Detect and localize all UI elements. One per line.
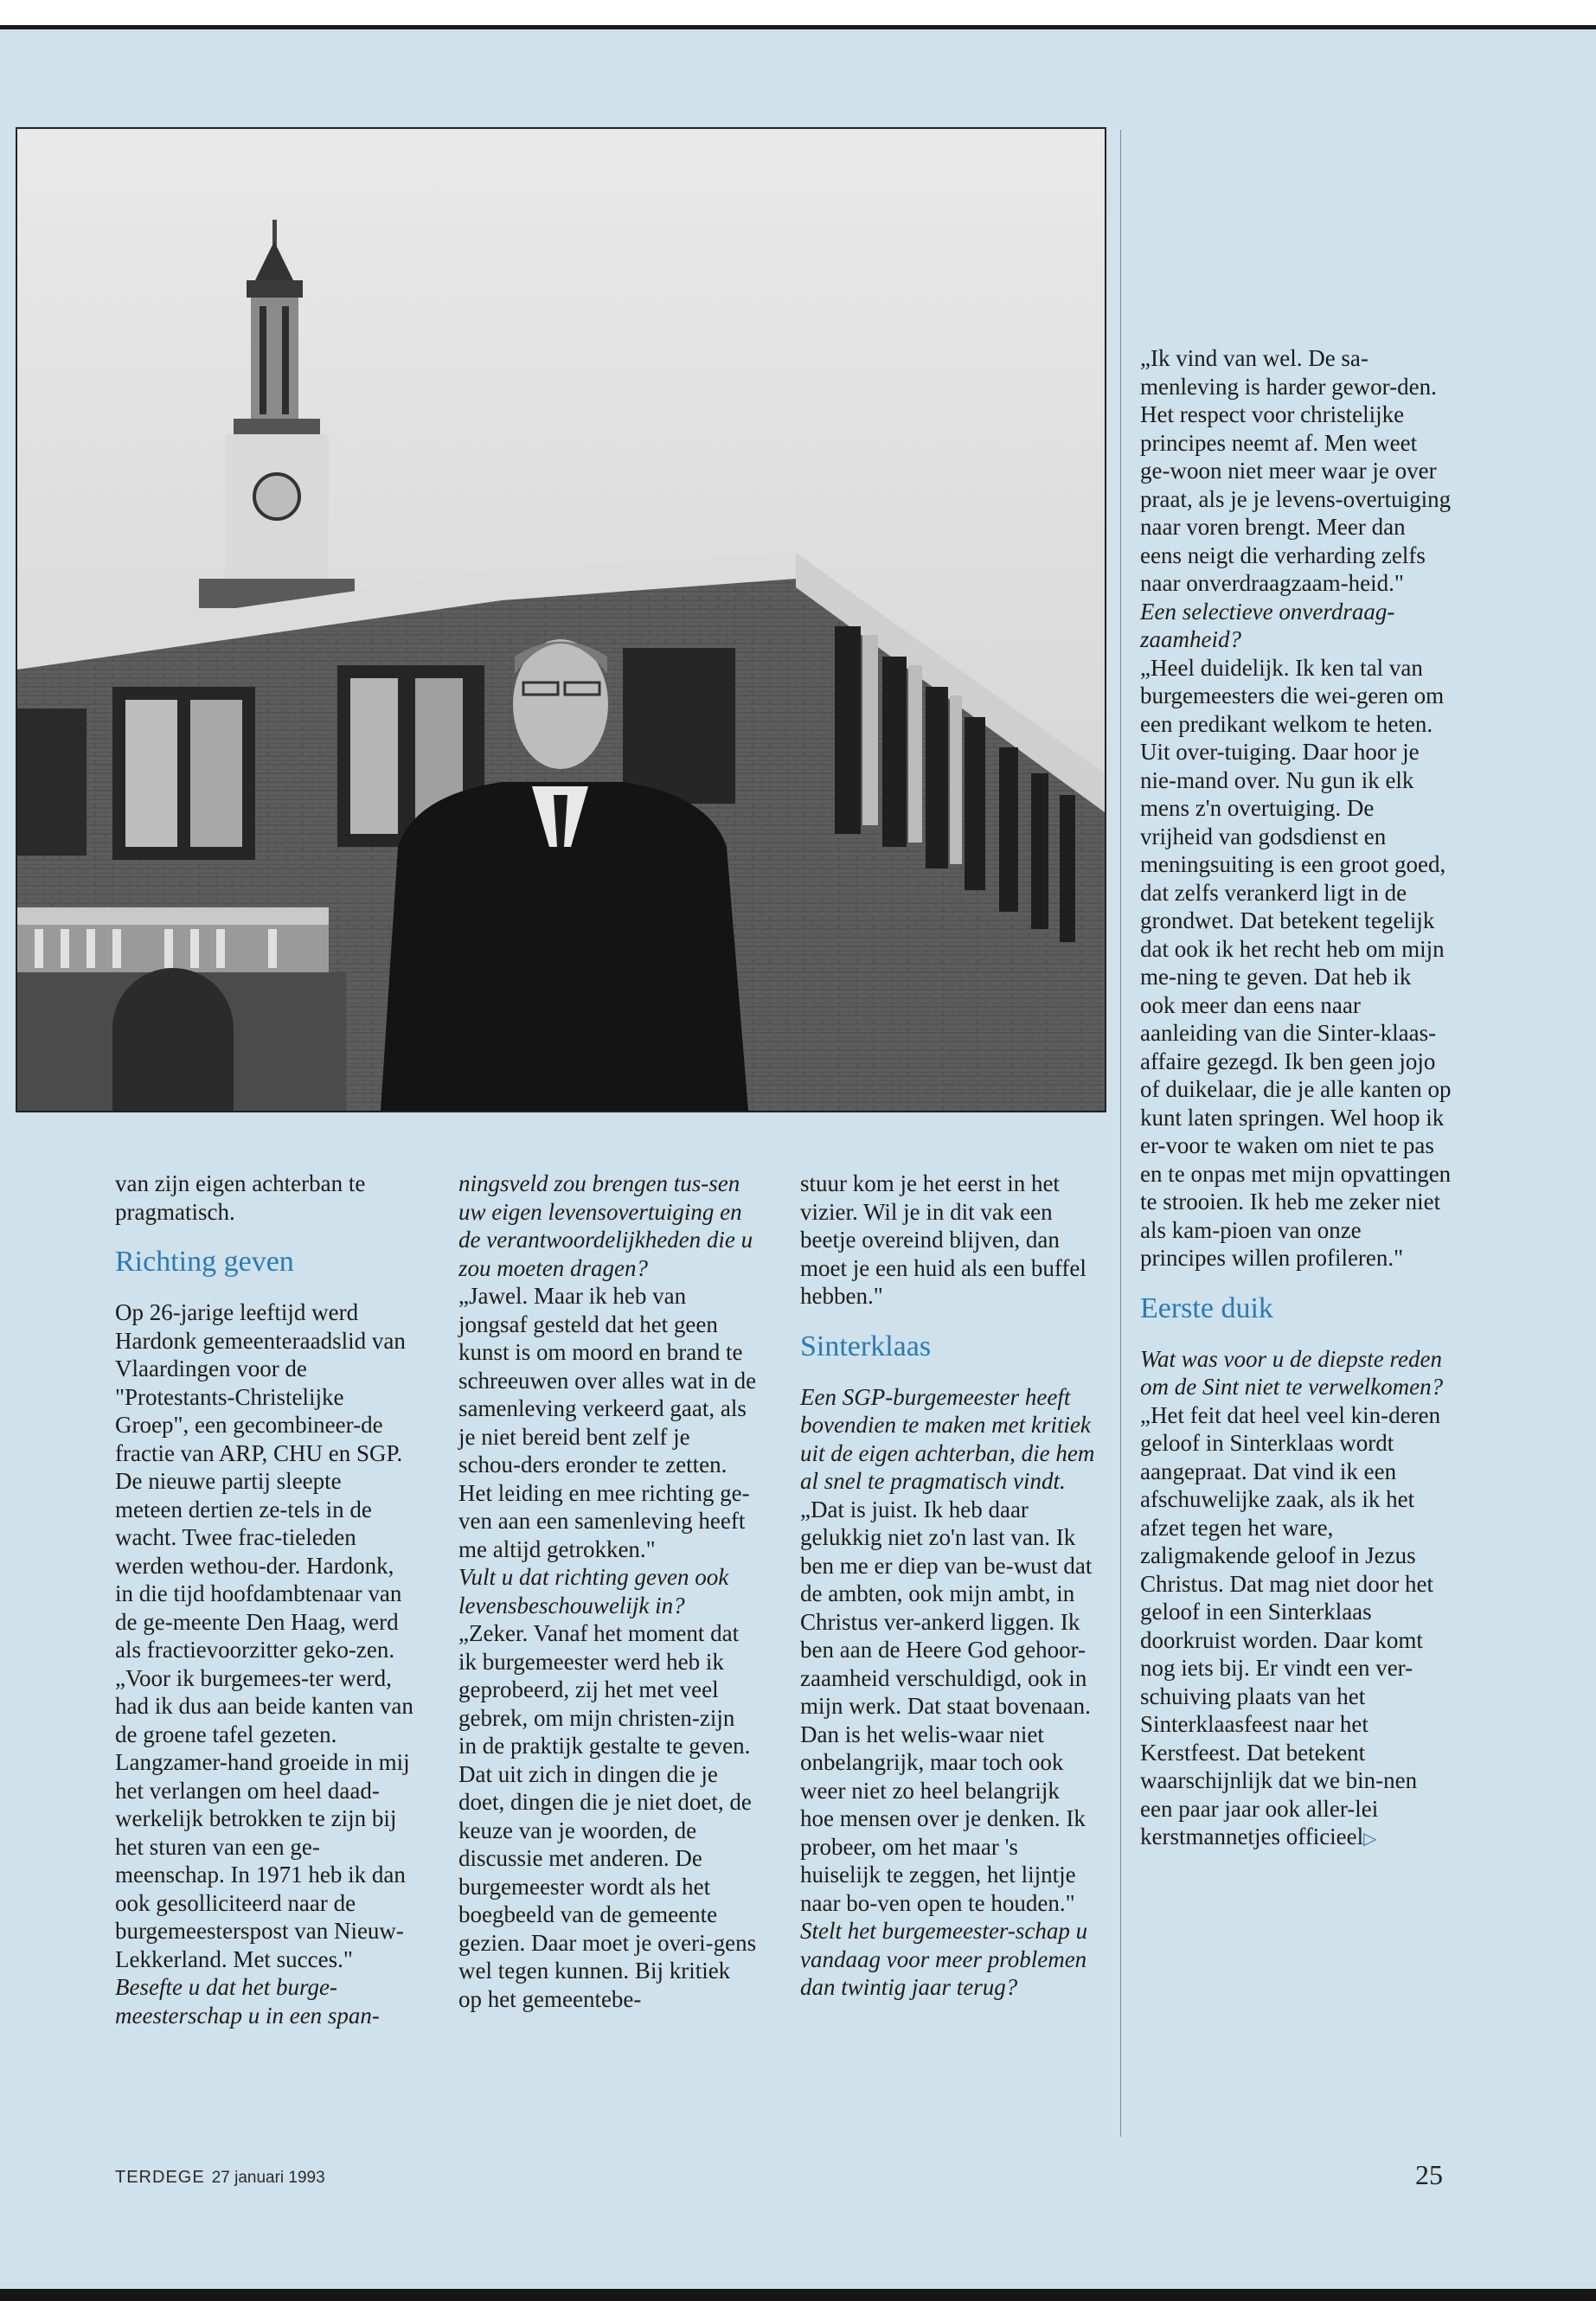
interview-question: ningsveld zou brengen tus-sen uw eigen levensovertuiging en de verantwoordelijkheden die u zou moeten dragen? [458, 1170, 753, 1281]
paragraph: „Ik vind van wel. De sa-menleving is harder gewor-den. Het respect voor christelijke principes neemt af. Men weet ge-woon niet meer waar je over praat, als je je levens-overtuiging naar voren brengt. Meer dan eens neigt die verharding zelfs naar onverdraagzaam-heid." [1140, 345, 1452, 596]
article-column-3 [800, 1170, 1099, 2002]
subheading-richting-geven: Richting geven [115, 1246, 294, 1278]
article-column-1 [115, 1170, 413, 2029]
paragraph: „Zeker. Vanaf het moment dat ik burgemeester werd heb ik geprobeerd, zij het met veel gebrek, om mijn christen-zijn in de praktijk gestalte te geven. Dat uit zich in dingen die je doet, dingen die je niet doet, de keuze van je woorden, de discussie met anderen. De burgemeester wordt als het boegbeeld van de gemeente gezien. Daar moet je overi-gens wel tegen kunnen. Bij kritiek op het gemeentebe- [458, 1620, 757, 2012]
paragraph: van zijn eigen achterban te pragmatisch. [115, 1170, 366, 1225]
subheading-eerste-duik: Eerste duik [1140, 1292, 1273, 1324]
column-divider [1120, 130, 1121, 2137]
bottom-border [0, 2289, 1596, 2301]
interview-question: Besefte u dat het burge-meesterschap u in een span- [115, 1974, 380, 2029]
interview-question: Vult u dat richting geven ook levensbeschouwelijk in? [458, 1564, 729, 1618]
subheading-sinterklaas: Sinterklaas [800, 1330, 932, 1362]
photo-of-man-before-town-hall [16, 127, 1106, 1112]
paragraph: stuur kom je het eerst in het vizier. Wil je in dit vak een beetje overeind blijven, dan moet je een huid als een buffel hebben." [800, 1170, 1086, 1309]
continue-arrow-icon: ▷ [1363, 1830, 1377, 1849]
interview-question: Stelt het burgemeester-schap u vandaag voor meer problemen dan twintig jaar terug? [800, 1918, 1088, 2000]
paragraph: „Jawel. Maar ik heb van jongsaf gesteld dat het geen kunst is om moord en brand te schreeuwen over alles wat in de samenleving verkeerd gaat, als je niet bereid bent zelf je schou-ders eronder te zetten. Het leiding en mee richting ge-ven aan een samenleving heeft me altijd getrokken." [458, 1283, 757, 1562]
paragraph: „Heel duidelijk. Ik ken tal van burgemeesters die wei-geren om een predikant welkom te heten. Uit over-tuiging. Daar hoor je nie-mand over. Nu gun ik elk mens z'n overtuiging. De vrijheid van godsdienst en meningsuiting is een groot goed, dat zelfs verankerd ligt in de grondwet. Dat betekent tegelijk dat ook ik het recht heb om mijn me-ning te geven. Dat heb ik ook meer dan eens naar aanleiding van die Sinter-klaas-affaire gezegd. Ik ben geen jojo of duikelaar, die je alle kanten op kunt laten springen. Wel hoop ik er-voor te waken om niet te pas en te onpas met mijn opvattingen te strooien. Ik heb me zeker niet als kam-pioen van onze principes willen profileren." [1140, 654, 1452, 1271]
paragraph: Op 26-jarige leeftijd werd Hardonk gemeenteraadslid van Vlaardingen voor de "Protestants-Christelijke Groep", een gecombineer-de fractie van ARP, CHU en SGP. De nieuwe partij sleepte meteen dertien ze-tels in de wacht. Twee frac-tieleden werden wethou-der. Hardonk, in die tijd hoofdambtenaar van de ge-meente Den Haag, werd als fractievoorzitter geko-zen. „Voor ik burgemees-ter werd, had ik dus aan beide kanten van de groene tafel gezeten. Langzamer-hand groeide in mij het verlangen om heel daad-werkelijk betrokken te zijn bij het sturen van een ge-meenschap. In 1971 heb ik dan ook gesolliciteerd naar de burgemeesterspost van Nieuw-Lekkerland. Met succes." [115, 1299, 413, 1972]
interview-question: Een SGP-burgemeester heeft bovendien te maken met kritiek uit de eigen achterban, die hem al snel te pragmatisch vindt. [800, 1383, 1095, 1494]
footer-issue [115, 2168, 325, 2188]
paragraph: „Dat is juist. Ik heb daar gelukkig niet zo'n last van. Ik ben me er diep van be-wust dat de ambten, ook mijn ambt, in Christus ver-ankerd liggen. Ik ben aan de Heere God gehoor-zaamheid verschuldigd, ook in mijn werk. Dat staat bovenaan. Dan is het welis-waar niet onbelangrijk, maar toch ook weer niet zo heel belangrijk hoe mensen over je denken. Ik probeer, om het maar 's huiselijk te zeggen, het lijntje naar bo-ven open te houden." [800, 1496, 1093, 1916]
top-border [0, 0, 1596, 29]
interview-question: Een selectieve onverdraag-zaamheid? [1140, 598, 1395, 652]
article-column-2 [458, 1170, 757, 2013]
paragraph-text: „Het feit dat heel veel kin-deren geloof in Sinterklaas wordt aangepraat. Dat vind ik een afschuwelijke zaak, als ik het afzet tegen het ware, zaligmakende geloof in Jezus Christus. Dat mag niet door het geloof in een Sinterklaas doorkruist worden. Daar komt nog iets bij. Er vindt een ver-schuiving plaats van het Sinterklaasfeest naar het Kerstfeest. Dat betekent waarschijnlijk dat we bin-nen een paar jaar ook aller-lei kerstmannetjes officieel [1140, 1401, 1441, 1849]
magazine-name: TERDEGE [115, 2168, 205, 2187]
article-column-4 [1140, 344, 1452, 1854]
interview-question: Wat was voor u de diepste reden om de Sint niet te verwelkomen? [1140, 1345, 1444, 1400]
issue-date: 27 januari 1993 [211, 2169, 325, 2187]
paragraph [1140, 1401, 1452, 1854]
page-number: 25 [1415, 2159, 1443, 2190]
